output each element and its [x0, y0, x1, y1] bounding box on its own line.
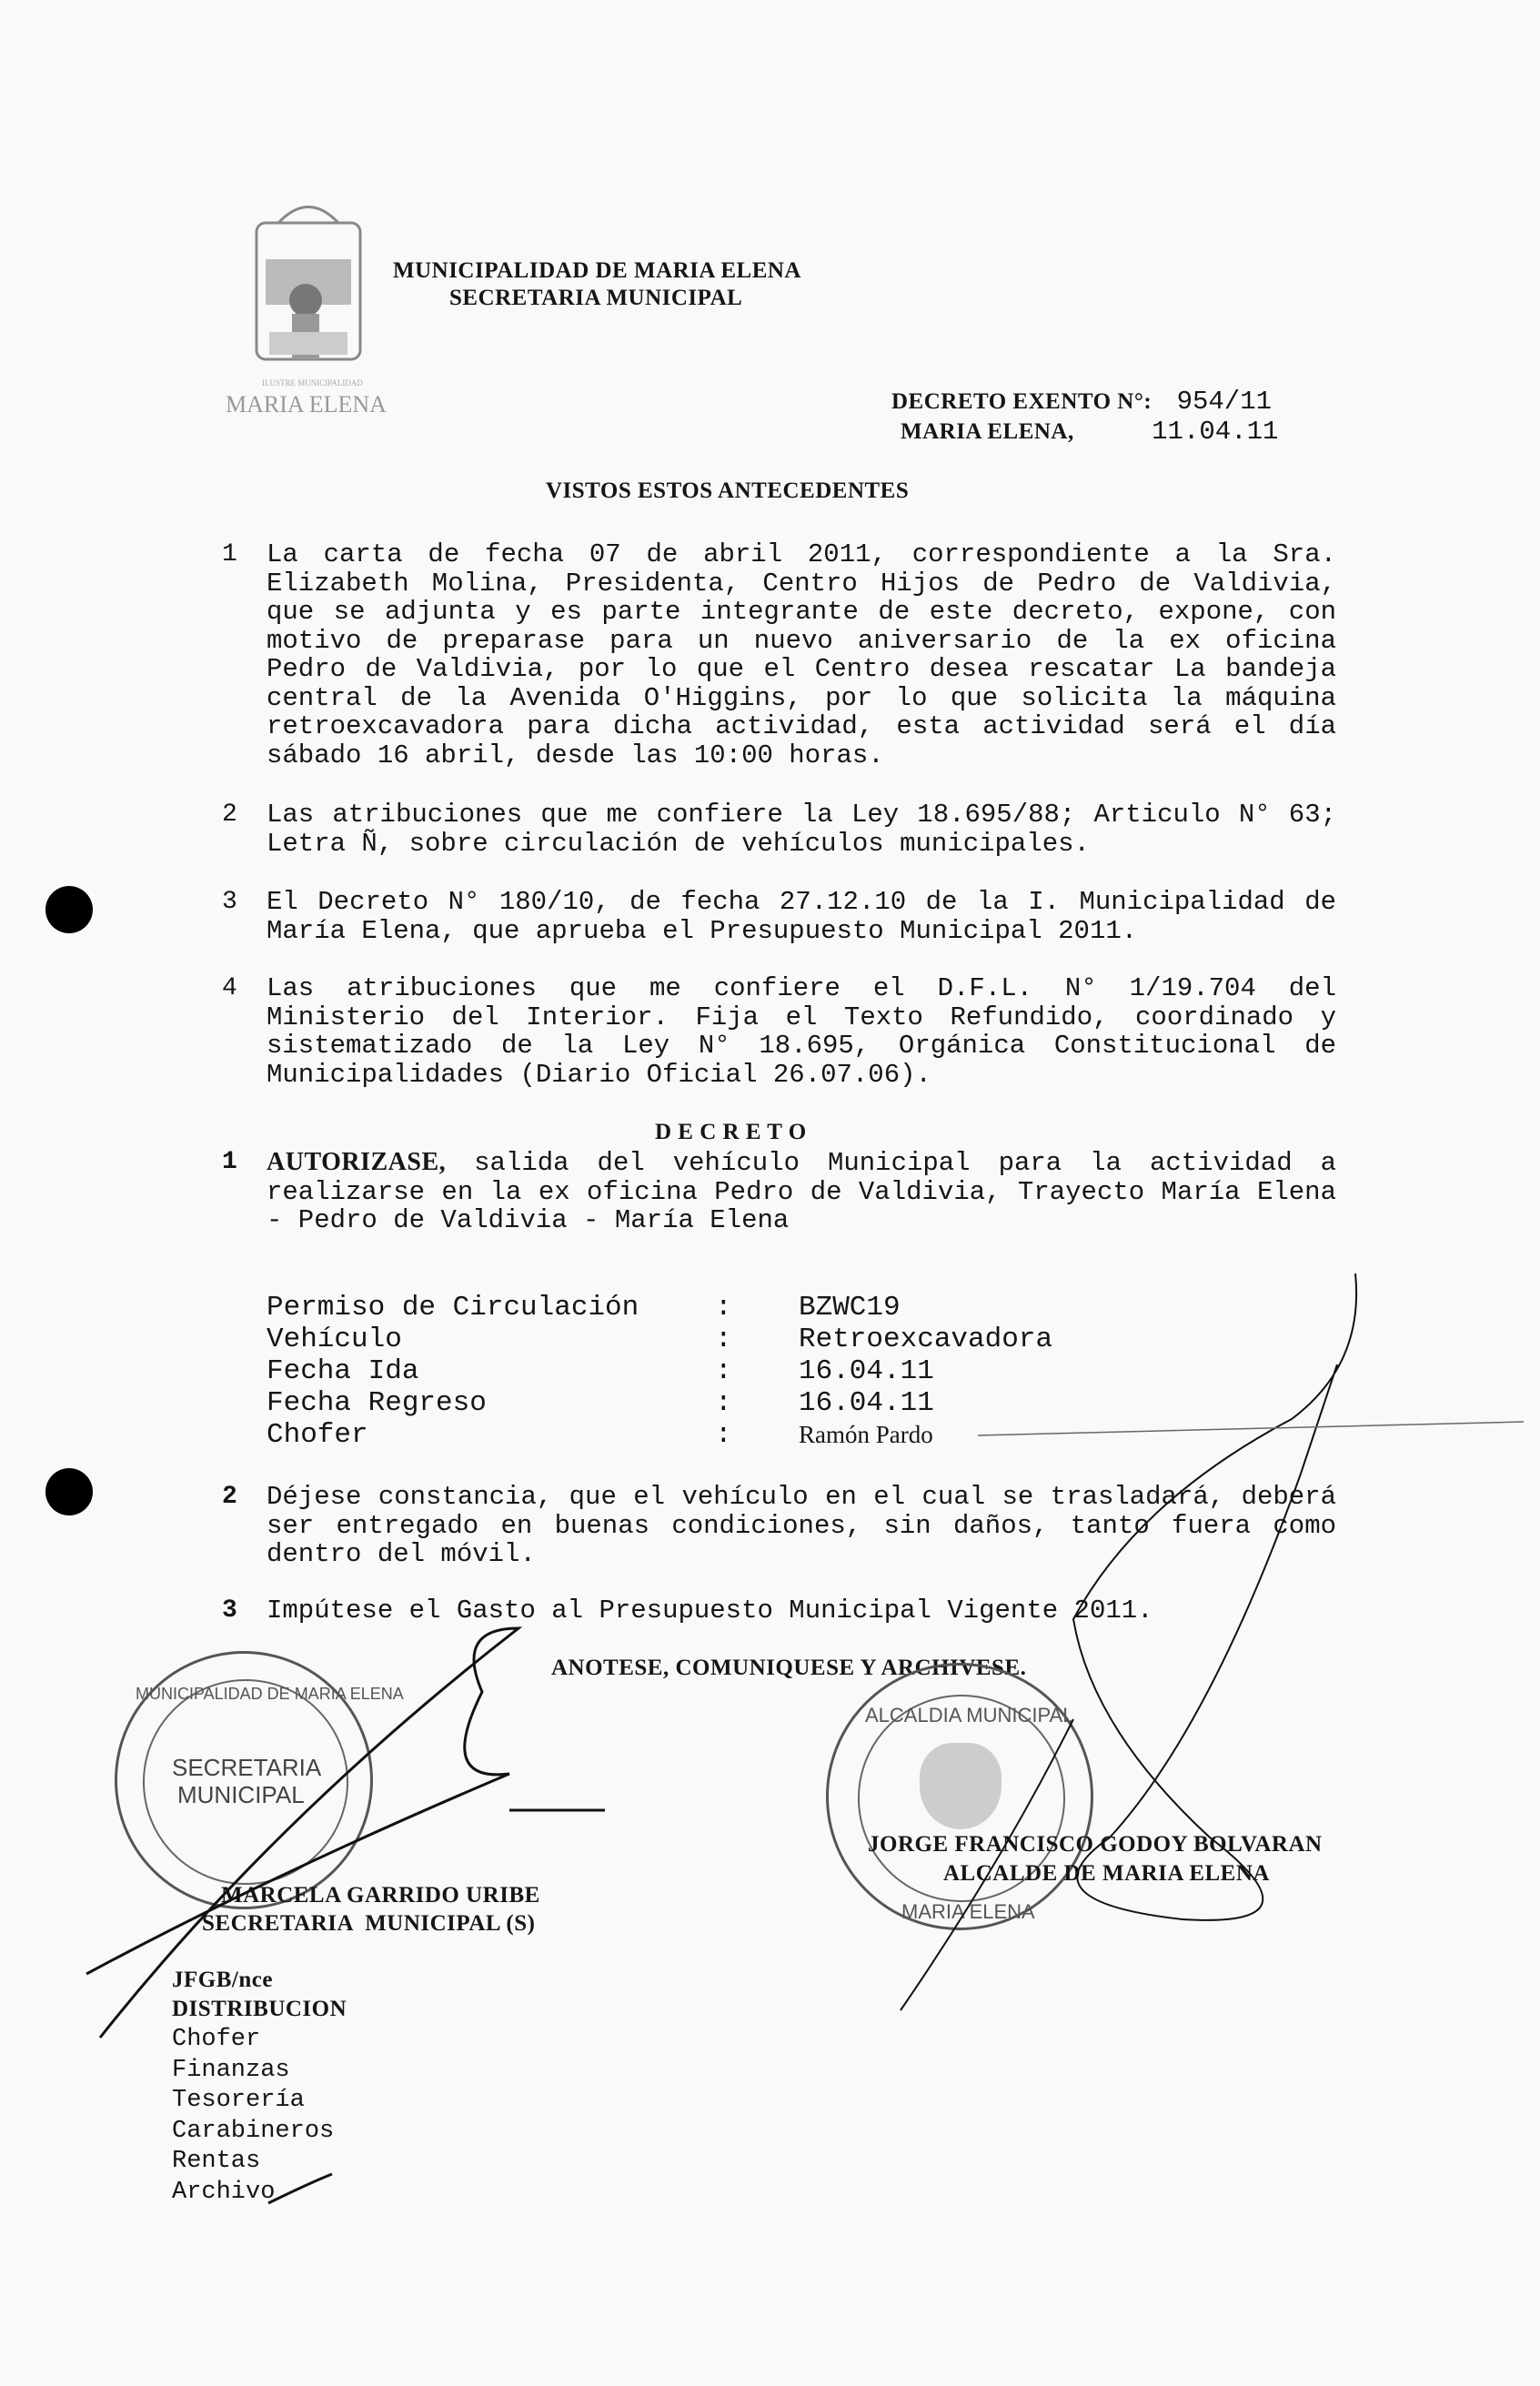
table-row: [267, 1355, 1085, 1387]
logo-crest-icon: [251, 196, 366, 373]
decree-label: DECRETO EXENTO N°:: [891, 389, 1152, 414]
stamp-center-line2: MUNICIPAL: [177, 1781, 305, 1808]
closing-formula: ANOTESE, COMUNIQUESE Y ARCHIVESE.: [551, 1656, 1027, 1680]
vistos-item-3-number: 3: [222, 888, 237, 916]
row-label: Permiso de Circulación: [267, 1292, 639, 1324]
row-separator: :: [715, 1387, 732, 1419]
stamp-ring-top: ALCALDIA MUNICIPAL: [865, 1704, 1074, 1727]
row-label: Chofer: [267, 1419, 368, 1451]
decreto-item-2: Déjese constancia, que el vehículo en el cual se trasladará, deberá ser entregado en buenas condiciones, sin daños, tanto fuera como dentro del móvil.: [267, 1482, 1336, 1569]
decreto-item-2-number: 2: [222, 1483, 237, 1511]
table-row: [267, 1387, 1085, 1419]
municipal-logo: [251, 196, 366, 373]
row-separator: :: [715, 1292, 732, 1324]
decreto-item-1: [267, 1148, 1336, 1235]
row-label: Fecha Regreso: [267, 1387, 487, 1419]
decreto-title: D E C R E T O: [655, 1120, 807, 1144]
decreto-item-1-text: salida del vehículo Municipal para la actividad a realizarse en la ex oficina Pedro de Valdivia, Trayecto María Elena - Pedro de Valdivia - María Elena: [267, 1148, 1336, 1235]
stamp-ring-bottom: MARIA ELENA: [901, 1900, 1035, 1923]
decreto-item-3-number: 3: [222, 1596, 237, 1625]
row-label: Fecha Ida: [267, 1355, 419, 1387]
vistos-item-4: Las atribuciones que me confiere el D.F.L. N° 1/19.704 del Ministerio del Interior. Fija el Texto Refundido, coordinado y sistematizado de la Ley N° 18.695, Orgánica Constitucional de Municipalidades (Diario Oficial 26.07.06).: [267, 973, 1336, 1090]
logo-caption: MARIA ELENA: [226, 391, 387, 418]
vistos-item-4-number: 4: [222, 974, 237, 1002]
row-value: Ramón Pardo: [799, 1421, 933, 1448]
stamp-center-line1: SECRETARIA: [172, 1754, 322, 1781]
decreto-item-3: Impútese el Gasto al Presupuesto Municipal Vigente 2011.: [267, 1596, 1153, 1626]
decree-number-block: [891, 387, 1272, 417]
decree-place: MARIA ELENA,: [901, 419, 1074, 444]
table-row: [267, 1324, 1085, 1355]
vistos-item-2-number: 2: [222, 800, 237, 829]
row-separator: :: [715, 1419, 732, 1451]
punch-hole: [45, 1468, 93, 1515]
header-line2: SECRETARIA MUNICIPAL: [449, 286, 743, 310]
row-value: 16.04.11: [799, 1387, 934, 1419]
decreto-item-1-number: 1: [222, 1148, 237, 1176]
vistos-item-1-number: 1: [222, 540, 237, 569]
decree-place-date: [901, 417, 1278, 447]
list-item: Rentas: [172, 2148, 261, 2175]
decree-number: 954/11: [1176, 387, 1273, 417]
logo-small-text: ILUSTRE MUNICIPALIDAD: [262, 378, 363, 388]
list-item: Finanzas: [172, 2056, 290, 2084]
coat-of-arms-icon: [920, 1743, 1002, 1829]
table-row: [267, 1419, 1085, 1451]
list-item: Chofer: [172, 2026, 261, 2053]
vistos-title: VISTOS ESTOS ANTECEDENTES: [546, 478, 910, 503]
initials: JFGB/nce: [172, 1968, 273, 1992]
vistos-item-1: La carta de fecha 07 de abril 2011, correspondiente a la Sra. Elizabeth Molina, Presidenta, Centro Hijos de Pedro de Valdivia, que se adjunta y es parte integrante de este decreto, expone, con motivo de preparase para un nuevo aniversario de la ex oficina Pedro de Valdivia, por lo que el Centro desea rescatar La bandeja central de la Avenida O'Higgins, por lo que solicita la máquina retroexcavadora para dicha actividad, esta actividad será el día sábado 16 abril, desde las 10:00 horas.: [267, 539, 1336, 770]
vistos-item-3: El Decreto N° 180/10, de fecha 27.12.10 de la I. Municipalidad de María Elena, que aprueba el Presupuesto Municipal 2011.: [267, 887, 1336, 946]
header-line1: MUNICIPALIDAD DE MARIA ELENA: [393, 258, 801, 283]
table-row: [267, 1292, 1085, 1324]
list-item: Carabineros: [172, 2117, 335, 2145]
stamp-ring-text: MUNICIPALIDAD DE MARIA ELENA: [136, 1685, 404, 1703]
distribution-list: [172, 2025, 334, 2208]
left-signatory-name: MARCELA GARRIDO URIBE: [221, 1883, 540, 1908]
row-value: BZWC19: [799, 1292, 901, 1324]
list-item: Archivo: [172, 2178, 276, 2206]
punch-hole: [45, 886, 93, 933]
autorizase-label: AUTORIZASE,: [267, 1148, 447, 1176]
left-signatory-title: SECRETARIA MUNICIPAL (S): [202, 1911, 536, 1936]
row-label: Vehículo: [267, 1324, 402, 1355]
row-separator: :: [715, 1355, 732, 1387]
alcaldia-stamp: [826, 1663, 1093, 1930]
right-signatory-title: ALCALDE DE MARIA ELENA: [943, 1861, 1270, 1886]
row-separator: :: [715, 1324, 732, 1355]
row-value: Retroexcavadora: [799, 1324, 1053, 1355]
decree-date: 11.04.11: [1152, 417, 1279, 447]
row-value: 16.04.11: [799, 1355, 934, 1387]
list-item: Tesorería: [172, 2087, 305, 2114]
vehicle-details-table: [267, 1292, 1085, 1451]
vistos-item-2: Las atribuciones que me confiere la Ley 18.695/88; Articulo N° 63; Letra Ñ, sobre circulación de vehículos municipales.: [267, 800, 1336, 859]
distribution-title: DISTRIBUCION: [172, 1997, 347, 2021]
right-signatory-name: JORGE FRANCISCO GODOY BOLVARAN: [868, 1832, 1323, 1857]
